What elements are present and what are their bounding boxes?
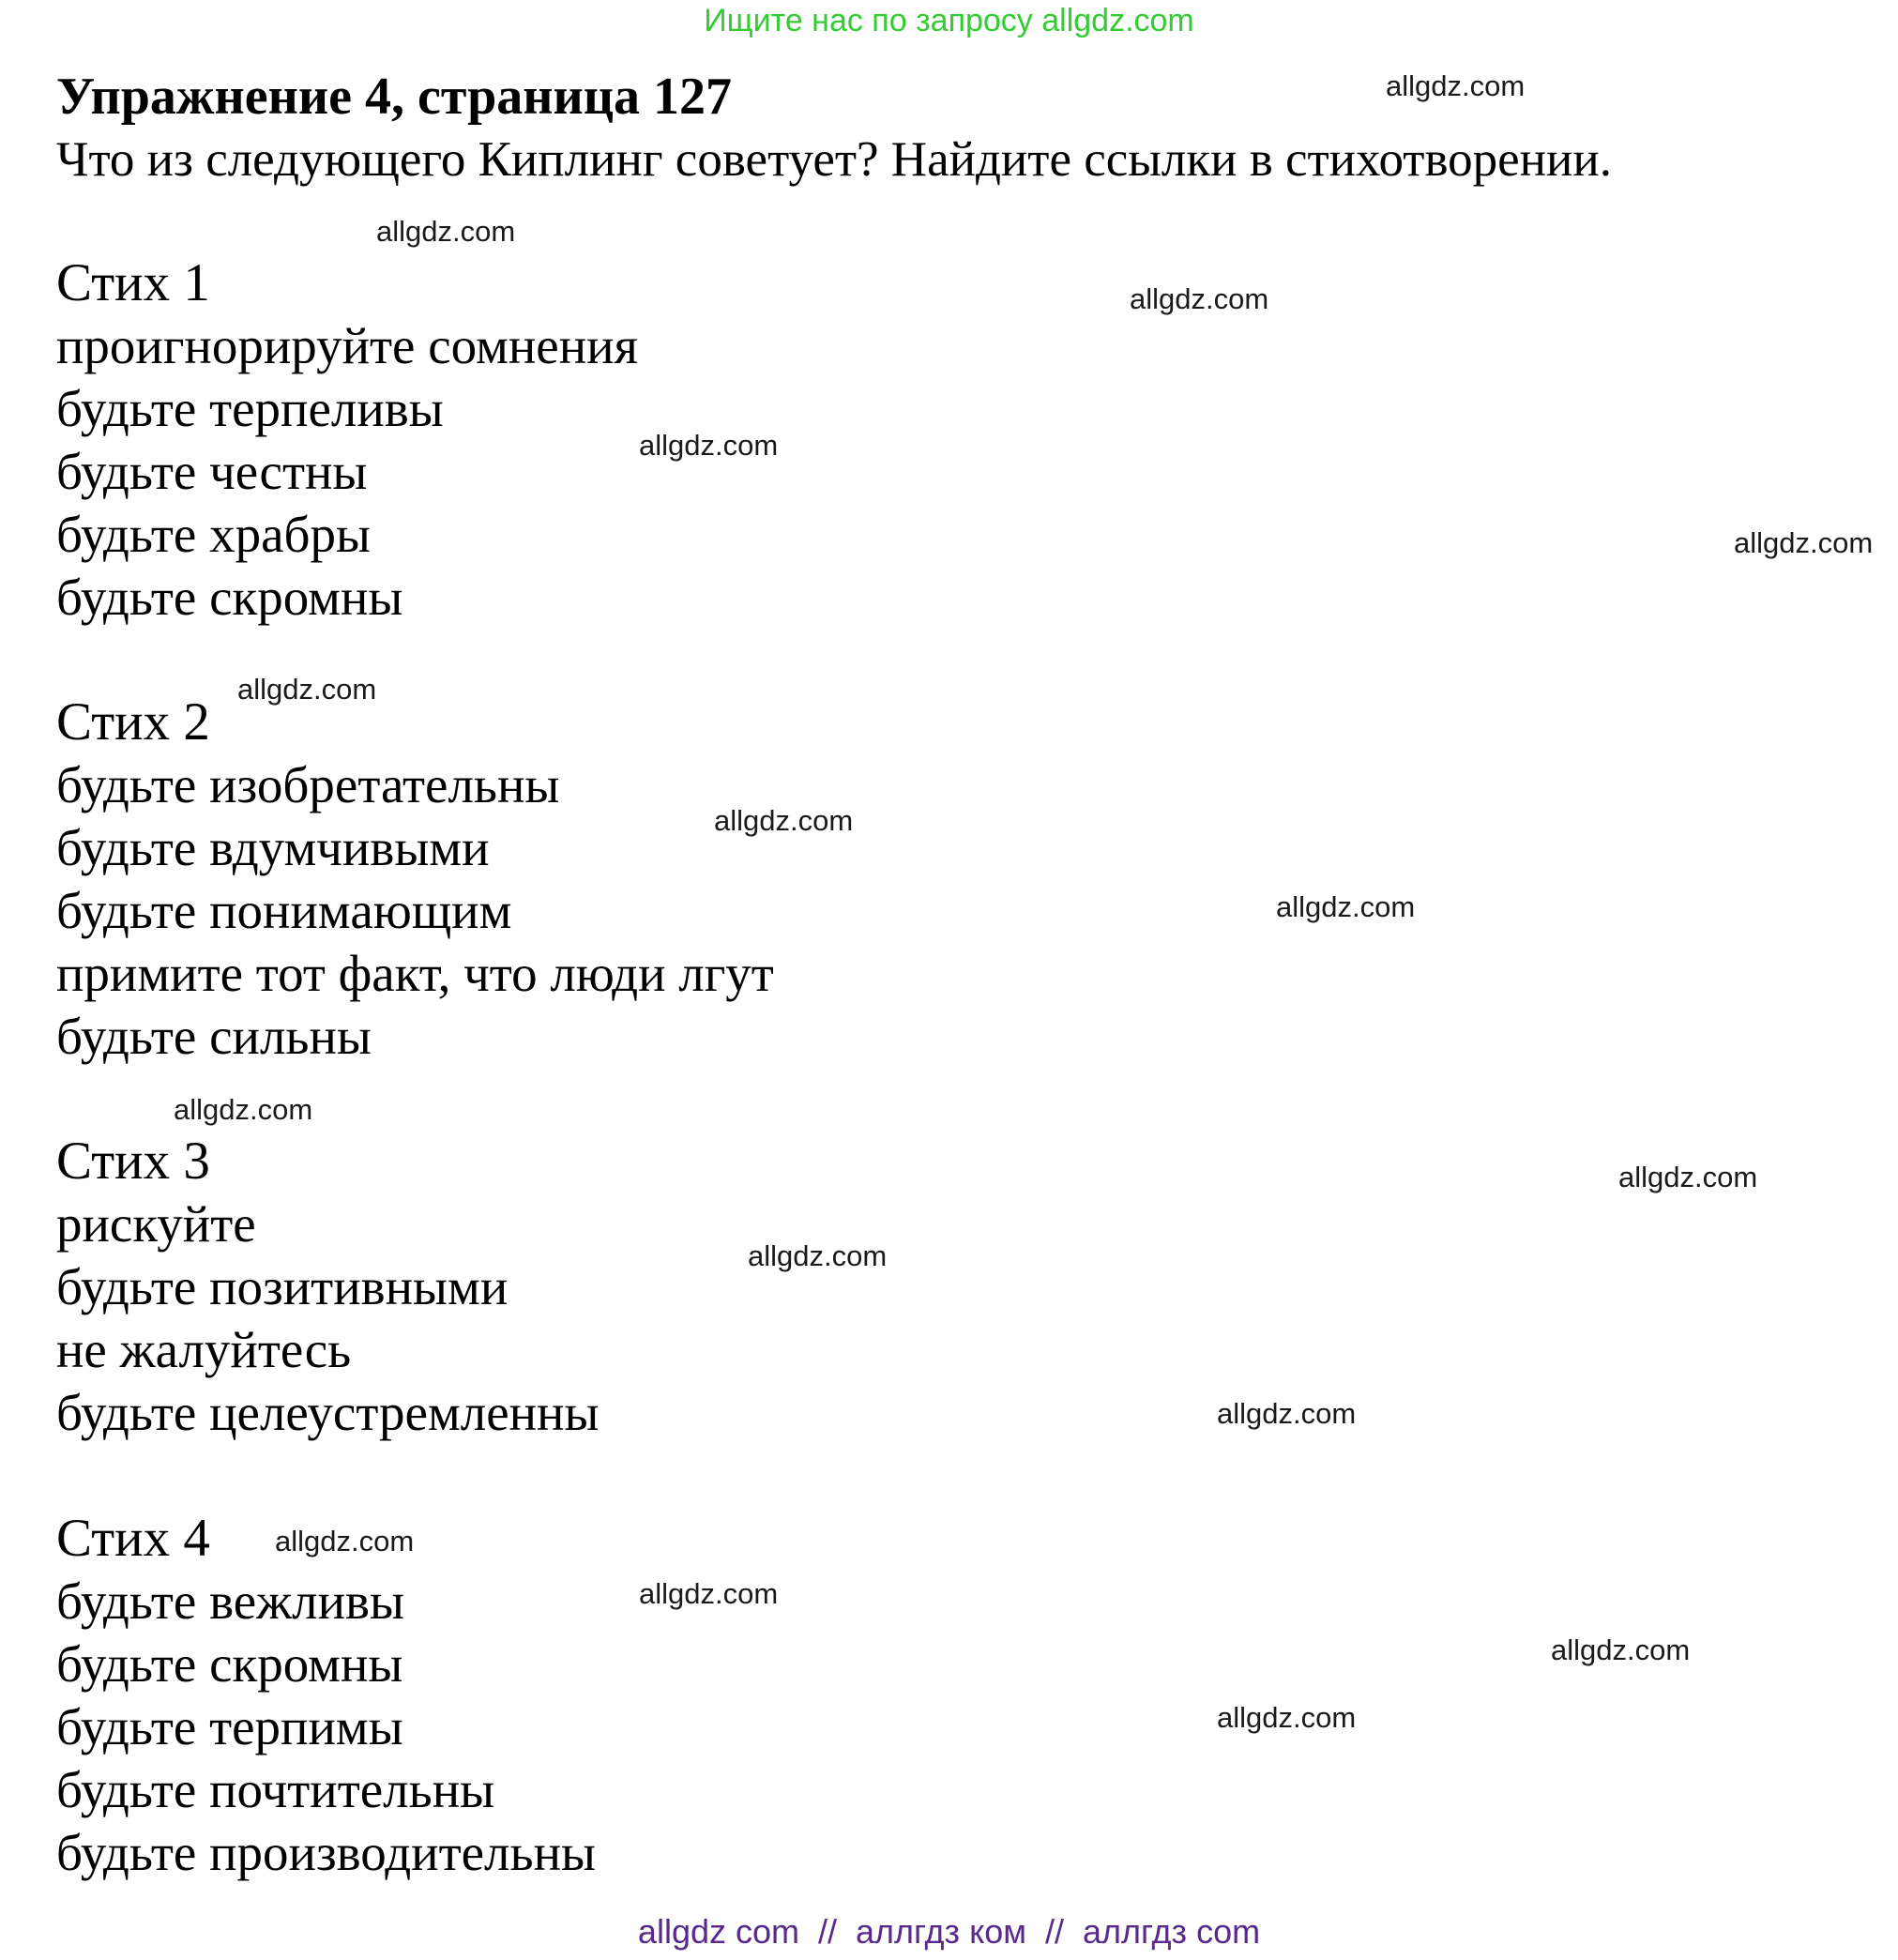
stanza-item: будьте храбры (56, 506, 371, 563)
watermark: allgdz.com (639, 429, 779, 462)
stanza-item: будьте вежливы (56, 1573, 404, 1630)
stanza-3 (56, 1130, 599, 1444)
stanza-item: будьте вдумчивыми (56, 819, 490, 876)
stanza-item: будьте скромны (56, 569, 403, 626)
watermark: allgdz.com (174, 1093, 313, 1126)
stanza-item: примите тот факт, что люди лгут (56, 945, 774, 1002)
stanza-item: будьте позитивными (56, 1258, 509, 1315)
watermark: allgdz.com (275, 1525, 415, 1557)
page-title: Упражнение 4, страница 127 (56, 68, 733, 126)
stanza-item: рискуйте (56, 1195, 256, 1253)
footer-watermark: allgdz com // аллгдз ком // аллгдз com (637, 1912, 1261, 1951)
stanza-item: будьте почтительны (56, 1761, 495, 1818)
watermark: allgdz.com (748, 1239, 888, 1272)
stanza-item: будьте скромны (56, 1635, 403, 1693)
stanza-item: будьте честны (56, 443, 368, 500)
watermark: allgdz.com (714, 804, 854, 837)
watermark: allgdz.com (1217, 1701, 1357, 1734)
watermark: allgdz.com (1734, 526, 1874, 559)
stanza-item: будьте сильны (56, 1008, 372, 1065)
watermark: allgdz.com (639, 1577, 779, 1610)
exercise-question: Что из следующего Киплинг советует? Найдите ссылки в стихотворении. (56, 132, 1612, 187)
watermark: allgdz.com (1217, 1397, 1357, 1430)
stanza-item: будьте терпеливы (56, 380, 444, 437)
stanza-heading: Стих 2 (56, 692, 210, 752)
stanza-heading: Стих 1 (56, 253, 210, 312)
watermark: allgdz.com (1276, 890, 1416, 923)
stanza-heading: Стих 3 (56, 1132, 210, 1191)
stanza-item: будьте понимающим (56, 882, 512, 939)
watermark: allgdz.com (1618, 1161, 1758, 1193)
stanza-item: будьте целеустремленны (56, 1384, 600, 1441)
top-banner: Ищите нас по запросу allgdz.com (704, 3, 1194, 38)
stanza-item: проигнорируйте сомнения (56, 317, 638, 374)
stanza-4 (56, 1507, 596, 1884)
watermark: allgdz.com (376, 215, 516, 248)
stanza-1 (56, 251, 638, 629)
stanza-item: не жалуйтесь (56, 1321, 352, 1378)
watermark: allgdz.com (237, 673, 377, 706)
watermark: allgdz.com (1386, 69, 1526, 102)
stanza-2 (56, 691, 774, 1068)
watermark: allgdz.com (1130, 282, 1269, 315)
stanza-item: будьте производительны (56, 1824, 596, 1881)
watermark: allgdz.com (1551, 1633, 1691, 1666)
stanza-item: будьте изобретательны (56, 756, 560, 813)
stanza-item: будьте терпимы (56, 1698, 403, 1755)
stanza-heading: Стих 4 (56, 1509, 210, 1568)
